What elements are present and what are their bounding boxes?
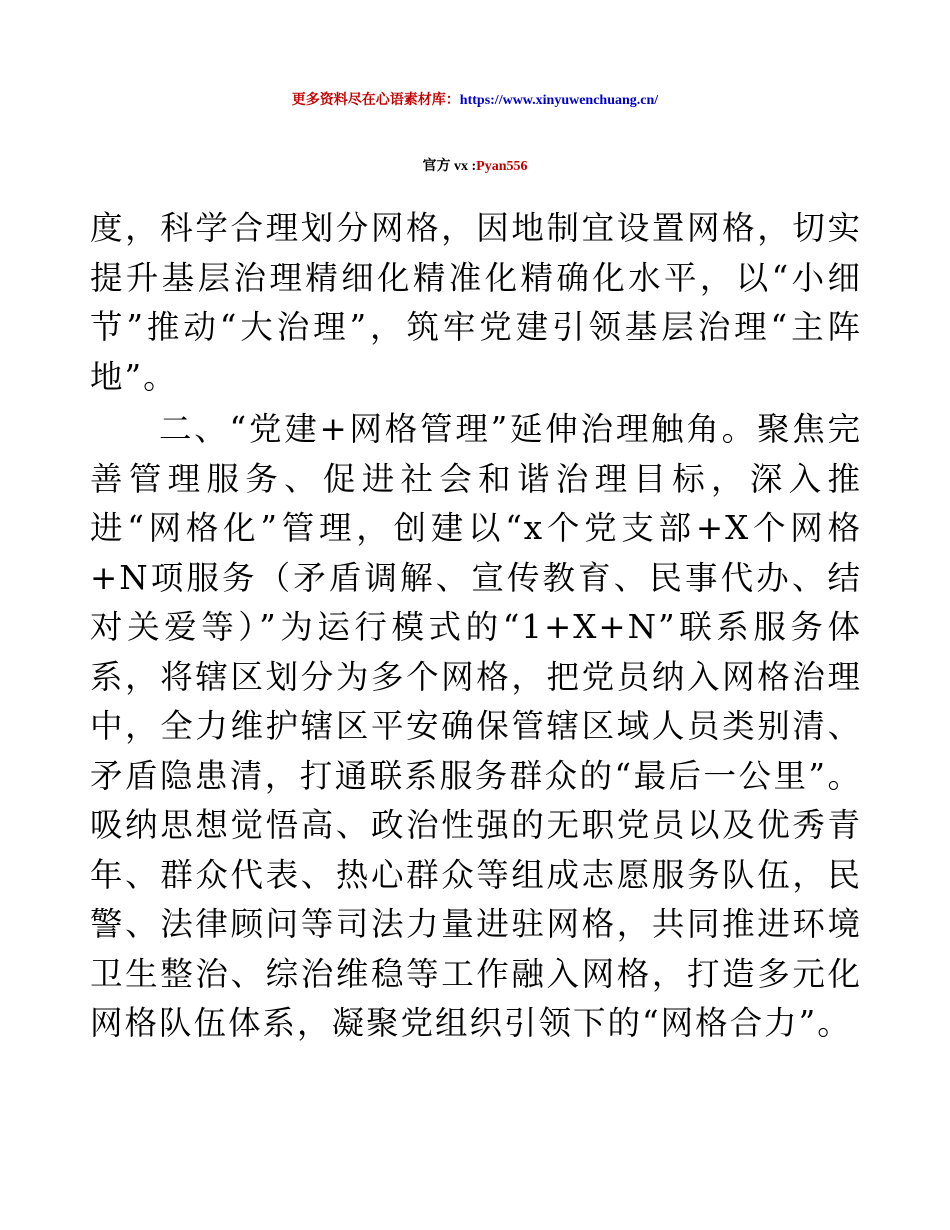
text-line: 群众代表、热心群众等组成志愿服务队伍，民警、 bbox=[90, 855, 862, 943]
contact-line bbox=[0, 158, 950, 176]
source-banner-label: 更多资料尽在心语素材库： bbox=[291, 93, 460, 108]
text-line: 整治、综治维稳等工作融入网格，打造多元化网格 bbox=[90, 954, 862, 1042]
text-line: 辖区划分为多个网格，把党员纳入网格治理中，全 bbox=[90, 657, 862, 745]
text-line: 队伍体系，凝聚党组织引领下的“网格合力”。 bbox=[159, 1004, 852, 1042]
source-banner bbox=[0, 92, 950, 110]
source-url-link[interactable]: https://www.xinyuwenchuang.cn/ bbox=[459, 93, 659, 108]
text-line: 节”推动“大治理”，筑牢党建引领基层治理“主 bbox=[90, 308, 828, 346]
contact-handle: Pyan556 bbox=[476, 159, 528, 174]
document-body bbox=[90, 204, 862, 1052]
text-line: 爱等）”为运行模式的“1+X+N”联系服务体系，将 bbox=[90, 608, 862, 696]
text-line: 力维护辖区平安确保管辖区域人员类别清、矛盾隐 bbox=[90, 707, 862, 795]
text-line: 提升基层治理精细化精准化精确化水平，以“小细 bbox=[90, 258, 862, 297]
text-line: 法律顾问等司法力量进驻网格，共同推进环境卫生 bbox=[90, 905, 862, 993]
text-line: 善管理服务、促进社会和谐治理目标，深入推进 bbox=[90, 459, 862, 547]
paragraph-section-two bbox=[90, 405, 862, 1049]
text-line: 阵地”。 bbox=[90, 308, 862, 396]
paragraph-continuation bbox=[90, 204, 862, 402]
text-line: 度，科学合理划分网格，因地制宜设置网格，切实 bbox=[90, 209, 862, 247]
text-line: 思想觉悟高、政治性强的无职党员以及优秀青年、 bbox=[90, 806, 862, 894]
contact-label: 官方 vx : bbox=[422, 159, 477, 174]
text-line: 二、“党建+网格管理”延伸治理触角。聚焦完 bbox=[159, 410, 862, 448]
text-line: 患清，打通联系服务群众的“最后一公里”。吸纳 bbox=[90, 756, 862, 844]
text-line: “网格化”管理，创建以“x个党支部+X个网格+N bbox=[90, 509, 862, 597]
text-line: 项服务（矛盾调解、宣传教育、民事代办、结对关 bbox=[90, 558, 862, 646]
